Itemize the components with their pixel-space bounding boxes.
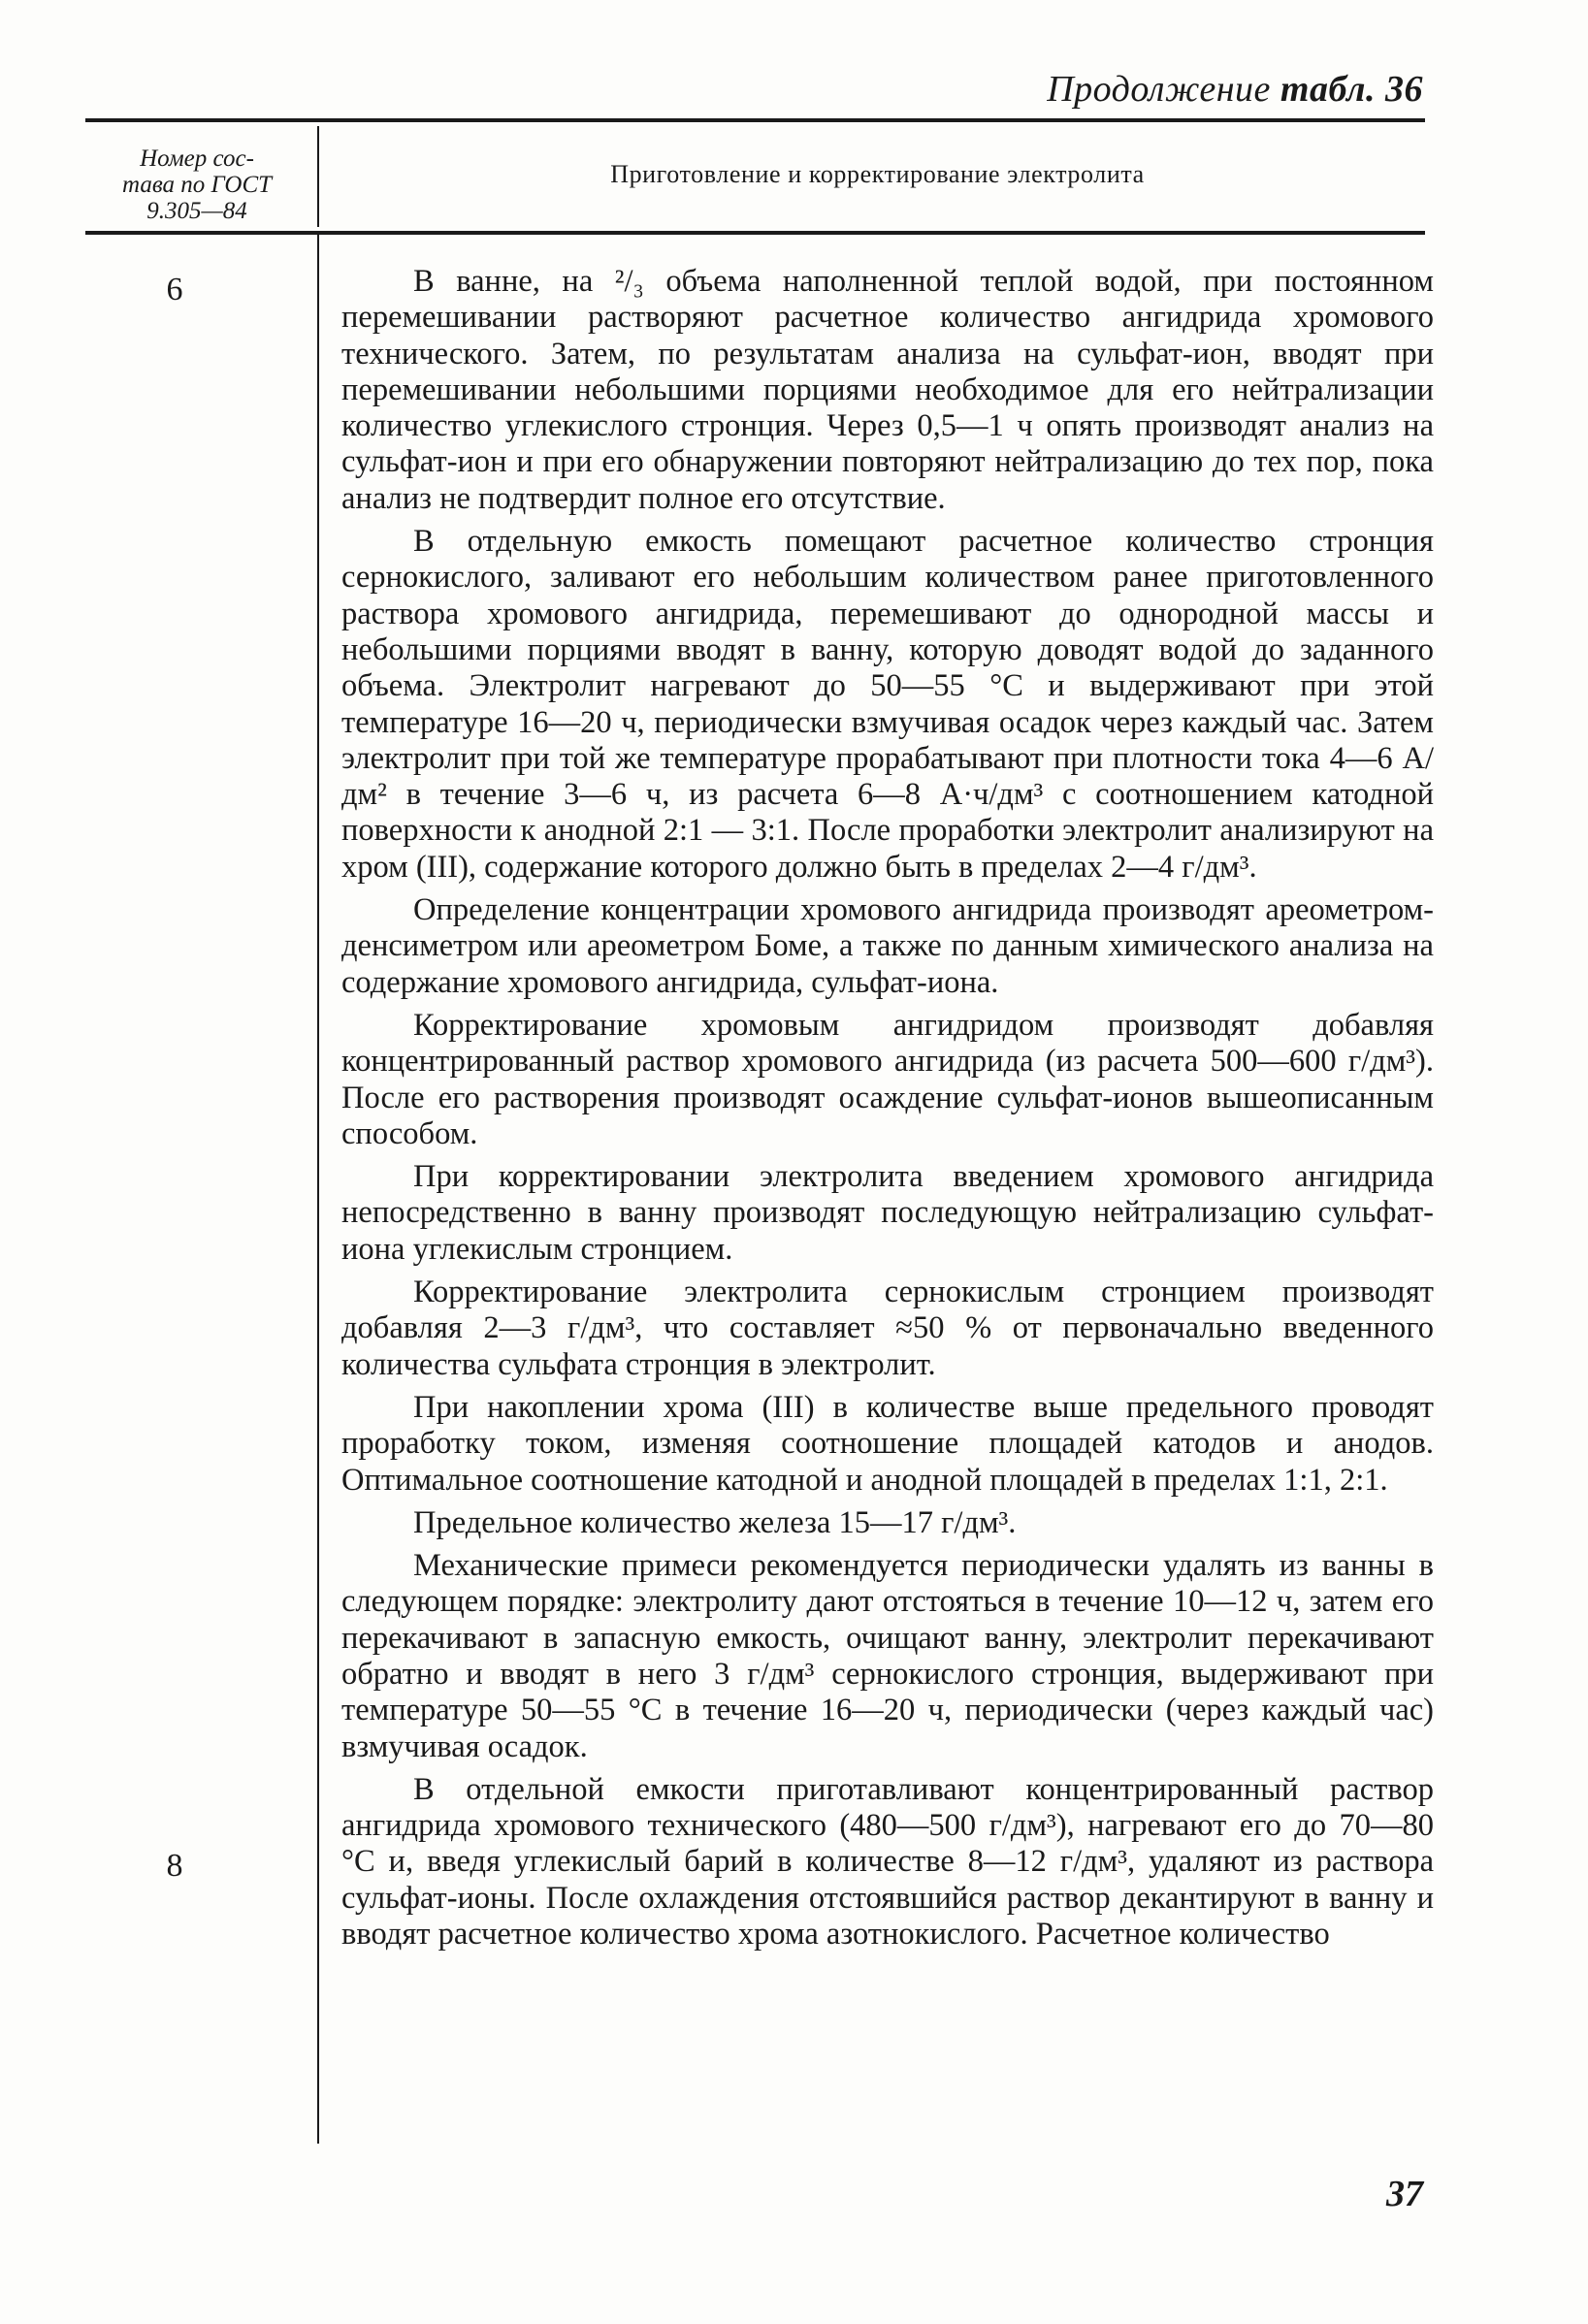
table-body-text bbox=[341, 264, 1434, 1959]
header-bottom-rule bbox=[85, 231, 1425, 235]
row-number-8: 8 bbox=[166, 1848, 183, 1884]
continuation-label: Продолжение bbox=[1047, 69, 1271, 110]
table-top-rule bbox=[85, 118, 1425, 122]
continuation-heading bbox=[1047, 68, 1423, 111]
row-6-text bbox=[341, 264, 1434, 1765]
header-column-composition-number bbox=[85, 145, 308, 224]
row-number-6: 6 bbox=[166, 272, 183, 307]
page-number: 37 bbox=[1386, 2174, 1423, 2214]
row-8-text bbox=[341, 1772, 1434, 1953]
paragraph: При накоплении хрома (III) в количестве выше предельного проводят проработку током, изменяя соотношение площадей катодов и анодов. Оптимальное соотношение катодной и анодной площадей в пределах 1:1, 2:1. bbox=[341, 1389, 1434, 1498]
table-reference: табл. 36 bbox=[1280, 69, 1423, 110]
body-column-divider bbox=[317, 235, 319, 2144]
paragraph: Механические примеси рекомендуется периодически удалять из ванны в следующем порядке: электролиту дают отстояться в течение 10—12 ч, затем его перекачивают в запасную емкость, очищают ванну, электролит перекачивают обратно и вводят в него 3 г/дм³ сернокислого стронция, выдерживают при температуре 50—55 °С в течение 16—20 ч, периодически (через каждый час) взмучивая осадок. bbox=[341, 1548, 1434, 1764]
paragraph: Корректирование хромовым ангидридом производят добавляя концентрированный раствор хромового ангидрида (из расчета 500—600 г/дм³). После его растворения производят осаждение сульфат-ионов вышеописанным способом. bbox=[341, 1007, 1434, 1151]
paragraph: В отдельной емкости приготавливают концентрированный раствор ангидрида хромового технического (480—500 г/дм³), нагревают его до 70—80 °С и, введя углекислый барий в количестве 8—12 г/дм³, удаляют из раствора сульфат-ионы. После охлаждения отстоявшийся раствор декантируют в ванну и вводят расчетное количество хрома азотнокислого. Расчетное количество bbox=[341, 1771, 1434, 1953]
header-column-preparation: Приготовление и корректирование электролита bbox=[610, 160, 1145, 188]
paragraph: В ванне, на ²/₃ объема наполненной теплой водой, при постоянном перемешивании растворяют расчетное количество ангидрида хромового технического. Затем, по результатам анализа на сульфат-ион, вводят при перемешивании небольшими порциями необходимое для его нейтрализации количество углекислого стронция. Через 0,5—1 ч опять производят анализ на сульфат-ион и при его обнаружении повторяют нейтрализацию до тех пор, пока анализ не подтвердит полное его отсутствие. bbox=[341, 264, 1434, 516]
header-col1-line: Номер сос- bbox=[140, 145, 254, 172]
paragraph: Определение концентрации хромового ангидрида производят ареометром-денсиметром или ареометром Боме, а также по данным химического анализа на содержание хромового ангидрида, сульфат-иона. bbox=[341, 892, 1434, 1000]
header-column-divider bbox=[317, 126, 319, 227]
paragraph: Предельное количество железа 15—17 г/дм³. bbox=[413, 1504, 1017, 1540]
paragraph: При корректировании электролита введением хромового ангидрида непосредственно в ванну производят последующую нейтрализацию сульфат-иона углекислым стронцием. bbox=[341, 1159, 1434, 1267]
header-col1-line: тава по ГОСТ bbox=[121, 172, 273, 198]
paragraph: Корректирование электролита сернокислым стронцием производят добавляя 2—3 г/дм³, что составляет ≈50 % от первоначально введенного количества сульфата стронция в электролит. bbox=[341, 1275, 1434, 1382]
paragraph: В отдельную емкость помещают расчетное количество стронция сернокислого, заливают его небольшим количеством ранее приготовленного раствора хромового ангидрида, перемешивают до однородной массы и небольшими порциями вводят в ванну, которую доводят водой до заданного объема. Электролит нагревают до 50—55 °С и выдерживают при этой температуре 16—20 ч, периодически взмучивая осадок через каждый час. Затем электролит при той же температуре прорабатывают при плотности тока 4—6 А/дм² в течение 3—6 ч, из расчета 6—8 А·ч/дм³ с соотношением катодной поверхности к анодной 2:1 — 3:1. После проработки электролит анализируют на хром (III), содержание которого должно быть в пределах 2—4 г/дм³. bbox=[341, 524, 1434, 885]
header-col1-line: 9.305—84 bbox=[146, 198, 247, 224]
